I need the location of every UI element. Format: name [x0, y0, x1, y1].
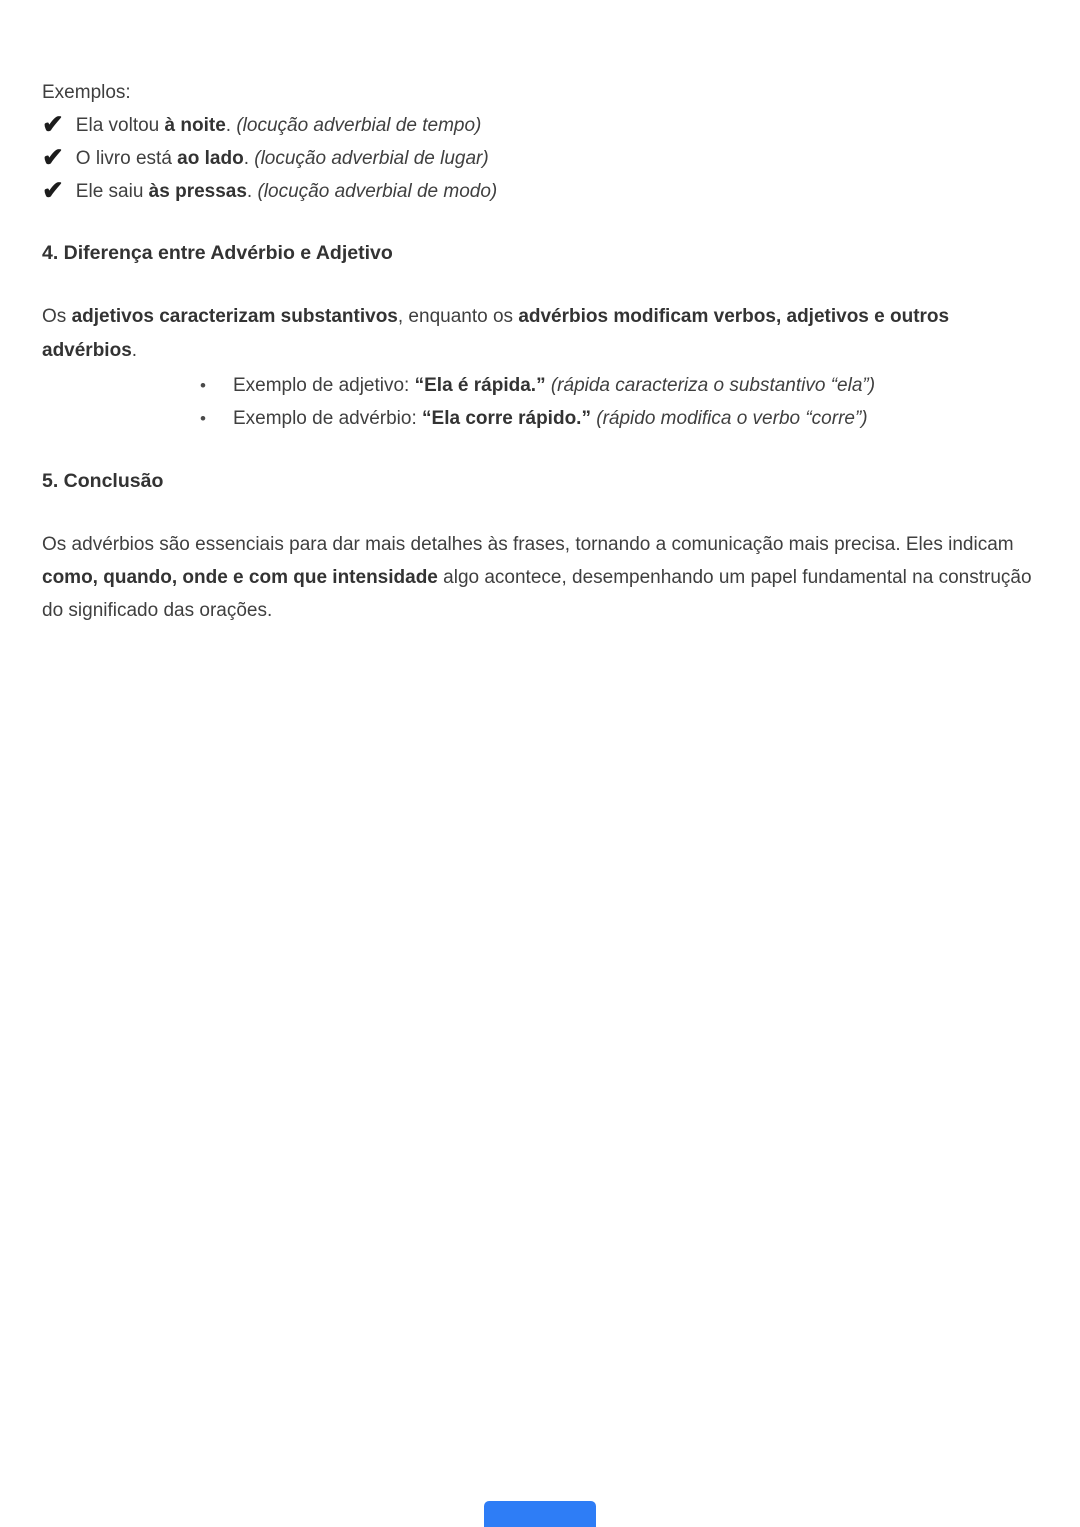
- horizontal-scrollbar-thumb[interactable]: [484, 1501, 596, 1527]
- check-list: [42, 109, 1038, 208]
- examples-label: Exemplos:: [42, 82, 131, 103]
- bullet-list-item: [42, 369, 1038, 402]
- checkmark-icon: ✔: [42, 109, 64, 140]
- check-item-text: O livro está ao lado. (locução adverbial de lugar): [75, 148, 489, 170]
- section4-paragraph: Os adjetivos caracterizam substantivos, enquanto os advérbios modificam verbos, adjetivos e outros advérbios.: [42, 306, 950, 361]
- check-list-item: [42, 175, 1038, 208]
- checkmark-icon: ✔: [42, 175, 64, 206]
- bullet-icon: •: [200, 408, 206, 428]
- bullet-list: [42, 369, 1038, 435]
- bullet-item-text: Exemplo de advérbio: “Ela corre rápido.” (rápido modifica o verbo “corre”): [232, 407, 868, 429]
- bullet-icon: •: [200, 375, 206, 395]
- bullet-list-item: [42, 402, 1038, 435]
- checkmark-icon: ✔: [42, 142, 64, 173]
- bullet-item-text: Exemplo de adjetivo: “Ela é rápida.” (rápida caracteriza o substantivo “ela”): [232, 374, 876, 396]
- document-page: [0, 0, 1080, 627]
- check-item-text: Ela voltou à noite. (locução adverbial de tempo): [75, 115, 482, 137]
- section-heading-conclusao: 5. Conclusão: [42, 469, 164, 492]
- section5-paragraph: Os advérbios são essenciais para dar mais detalhes às frases, tornando a comunicação mais precisa. Eles indicam como, quando, onde e com que intensidade algo acontece, desempenhando um papel fundamental na construção do significado das orações.: [42, 533, 1032, 622]
- check-item-text: Ele saiu às pressas. (locução adverbial de modo): [75, 181, 498, 203]
- check-list-item: [42, 109, 1038, 142]
- section-heading-diferenca: 4. Diferença entre Advérbio e Adjetivo: [42, 242, 393, 265]
- check-list-item: [42, 142, 1038, 175]
